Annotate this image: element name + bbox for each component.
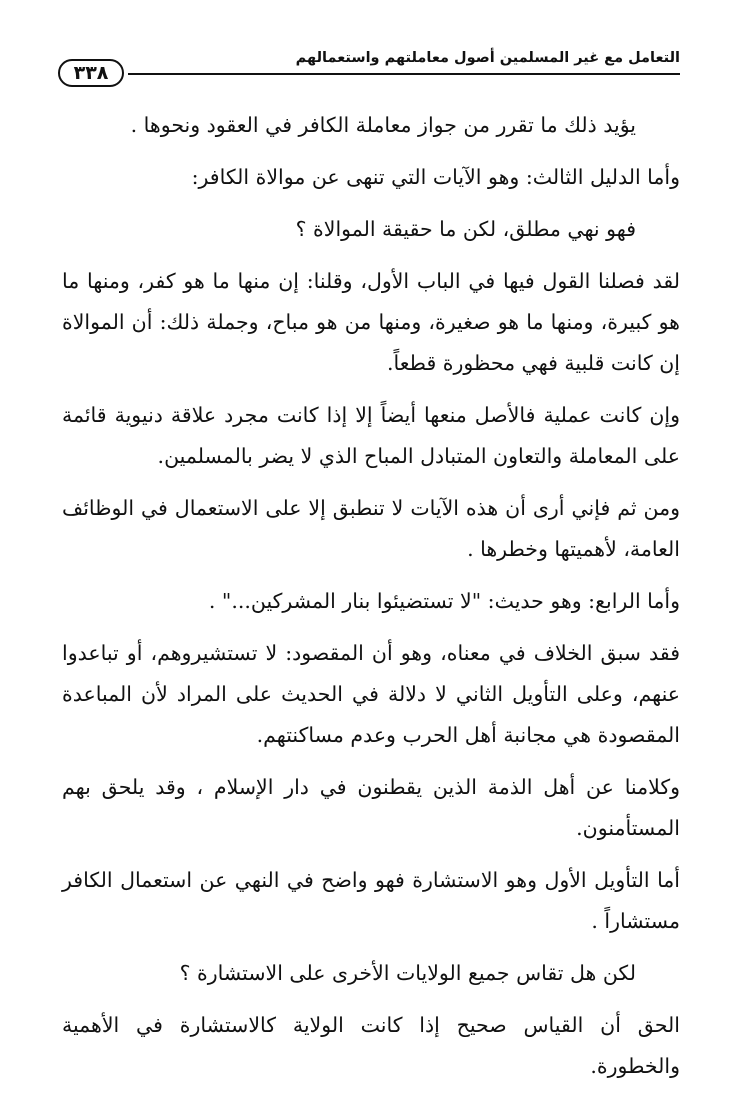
paragraph: أما التأويل الأول وهو الاستشارة فهو واضح في النهي عن استعمال الكافر مستشاراً .	[62, 868, 680, 933]
paragraph: الحق أن القياس صحيح إذا كانت الولاية كالاستشارة في الأهمية والخطورة.	[62, 1013, 680, 1078]
header-title: التعامل مع غير المسلمين أصول معاملتهم واستعمالهم	[295, 50, 680, 66]
paragraph: فهو نهي مطلق، لكن ما حقيقة الموالاة ؟	[295, 217, 636, 241]
paragraph: وأما الرابع: وهو حديث: "لا تستضيئوا بنار المشركين..." .	[208, 589, 680, 613]
paragraph: فقد سبق الخلاف في معناه، وهو أن المقصود: لا تستشيروهم، أو تباعدوا عنهم، وعلى التأويل الثاني لا دلالة في الحديث على المراد لأن المباعدة المقصودة هي مجانبة أهل الحرب وعدم مساكنتهم.	[62, 641, 680, 747]
paragraph: وكلامنا عن أهل الذمة الذين يقطنون في دار الإسلام ، وقد يلحق بهم المستأمنون.	[62, 775, 680, 840]
paragraph: وأما الدليل الثالث: وهو الآيات التي تنهى عن موالاة الكافر:	[191, 165, 680, 189]
body-text	[62, 105, 680, 1098]
paragraph: يؤيد ذلك ما تقرر من جواز معاملة الكافر في العقود ونحوها .	[130, 113, 636, 137]
page-number-badge: ٣٣٨	[58, 59, 124, 87]
paragraph: ومن ثم فإني أرى أن هذه الآيات لا تنطبق إلا على الاستعمال في الوظائف العامة، لأهميتها وخطرها .	[62, 496, 680, 561]
paragraph: وإن كانت عملية فالأصل منعها أيضاً إلا إذا كانت مجرد علاقة دنيوية قائمة على المعاملة والتعاون المتبادل المباح الذي لا يضر بالمسلمين.	[62, 403, 680, 468]
paragraph: لقد فصلنا القول فيها في الباب الأول، وقلنا: إن منها ما هو كفر، ومنها ما هو كبيرة، ومنها ما هو صغيرة، ومنها من هو مباح، وجملة ذلك: أن الموالاة إن كانت قلبية فهي محظورة قطعاً.	[62, 269, 680, 375]
header-rule	[128, 73, 680, 75]
running-header	[58, 46, 680, 88]
paragraph: لكن هل تقاس جميع الولايات الأخرى على الاستشارة ؟	[179, 961, 636, 985]
